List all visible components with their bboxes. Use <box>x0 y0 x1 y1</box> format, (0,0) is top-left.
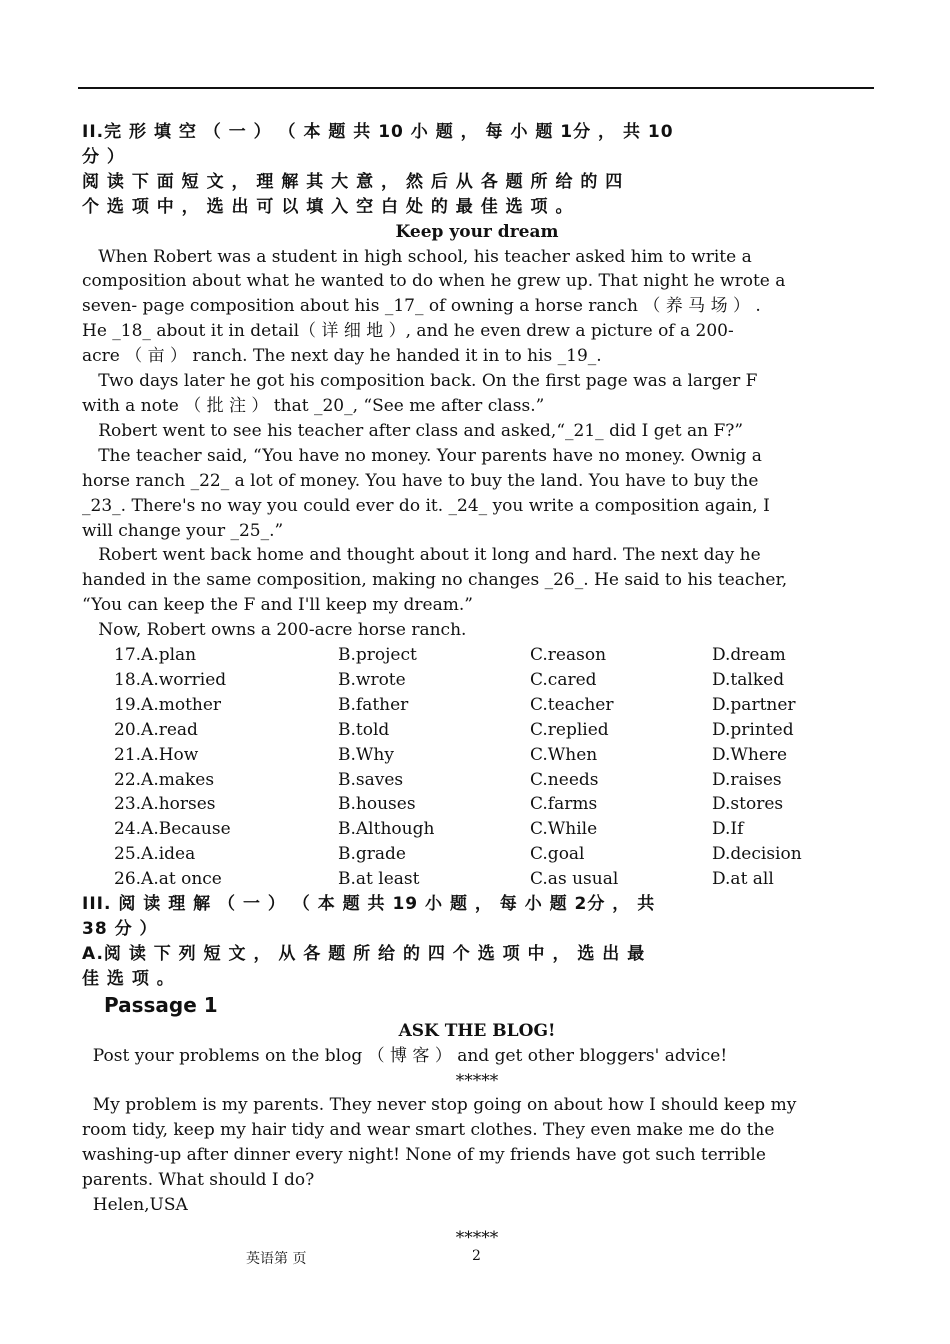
option-a: 17.A.plan <box>114 645 197 666</box>
section2-instruction-cont: 个 选 项 中 ， 选 出 可 以 填 入 空 白 处 的 最 佳 选 项 。 <box>82 196 574 217</box>
passage-line: horse ranch _22_ a lot of money. You have to buy the land. You have to buy the <box>82 470 759 491</box>
option-d: D.Where <box>712 744 788 765</box>
letter-line: My problem is my parents. They never stop going on about how I should keep my <box>82 1095 797 1116</box>
option-c: C.replied <box>530 719 609 740</box>
options-table <box>82 643 872 892</box>
passage-line: will change your _25_.” <box>82 520 284 541</box>
option-d: D.dream <box>712 645 786 666</box>
section2-heading-cont: 分 ） <box>82 146 125 167</box>
passage-line: seven- page composition about his _17_ of owning a horse ranch （ 养 马 场 ） . <box>82 296 761 317</box>
option-d: D.talked <box>712 669 785 690</box>
option-c: C.as usual <box>530 869 619 890</box>
passage-line: handed in the same composition, making no changes _26_. He said to his teacher, <box>82 570 788 591</box>
option-row <box>82 743 872 768</box>
separator-stars-2: ***** <box>455 1227 499 1248</box>
passage-line: He _18_ about it in detail（ 详 细 地 ）, and he even drew a picture of a 200- <box>82 321 734 342</box>
option-row <box>82 792 872 817</box>
option-b: B.grade <box>338 844 406 865</box>
option-c: C.When <box>530 744 598 765</box>
option-row <box>82 867 872 892</box>
section3-instruction: A.阅 读 下 列 短 文 ， 从 各 题 所 给 的 四 个 选 项 中 ， 选 出 最 <box>82 943 646 964</box>
option-b: B.wrote <box>338 669 406 690</box>
option-row <box>82 693 872 718</box>
option-c: C.While <box>530 819 598 840</box>
option-d: D.If <box>712 819 744 840</box>
option-d: D.raises <box>712 769 782 790</box>
letter-line: room tidy, keep my hair tidy and wear smart clothes. They even make me do the <box>82 1120 775 1141</box>
section3-heading: III. 阅 读 理 解 （ 一 ） （ 本 题 共 19 小 题 ， 每 小 题 2分 ， 共 <box>82 894 656 915</box>
passage-line: Robert went back home and thought about it long and hard. The next day he <box>82 545 761 566</box>
option-a: 18.A.worried <box>114 669 227 690</box>
option-a: 22.A.makes <box>114 769 215 790</box>
letter-signature: Helen,USA <box>82 1195 188 1216</box>
option-d: D.decision <box>712 844 802 865</box>
option-b: B.houses <box>338 794 416 815</box>
option-c: C.needs <box>530 769 599 790</box>
passage-line: Now, Robert owns a 200-acre horse ranch. <box>82 620 467 641</box>
passage-line: Robert went to see his teacher after class and asked,“_21_ did I get an F?” <box>82 420 744 441</box>
section3-instruction-cont: 佳 选 项 。 <box>82 968 175 989</box>
section3-heading-cont: 38 分 ） <box>82 919 158 939</box>
option-d: D.at all <box>712 869 774 890</box>
option-row <box>82 643 872 668</box>
option-row <box>82 768 872 793</box>
option-b: B.saves <box>338 769 404 790</box>
passage-line: composition about what he wanted to do when he grew up. That night he wrote a <box>82 271 786 292</box>
option-c: C.teacher <box>530 694 614 715</box>
option-c: C.cared <box>530 669 597 690</box>
option-b: B.Why <box>338 744 394 765</box>
option-a: 23.A.horses <box>114 794 216 815</box>
blog-subtitle: Post your problems on the blog （ 博 客 ） and get other bloggers' advice! <box>82 1045 728 1066</box>
passage-line: Two days later he got his composition back. On the first page was a larger F <box>82 371 758 392</box>
option-a: 26.A.at once <box>114 869 222 890</box>
page-number: 2 <box>472 1248 481 1264</box>
option-row <box>82 668 872 693</box>
page-footer <box>246 1248 481 1268</box>
passage-line: The teacher said, “You have no money. Your parents have no money. Ownig a <box>82 445 762 466</box>
passage-line: with a note （ 批 注 ） that _20_, “See me after class.” <box>82 395 545 416</box>
option-c: C.goal <box>530 844 585 865</box>
option-b: B.at least <box>338 869 420 890</box>
option-row <box>82 817 872 842</box>
option-d: D.stores <box>712 794 784 815</box>
header-rule <box>78 87 874 89</box>
option-row <box>82 718 872 743</box>
passage-line: When Robert was a student in high school, his teacher asked him to write a <box>82 246 752 267</box>
passage-line: acre （ 亩 ） ranch. The next day he handed it in to his _19_. <box>82 346 602 367</box>
option-b: B.project <box>338 645 417 666</box>
cloze-passage <box>82 245 872 644</box>
letter-line: parents. What should I do? <box>82 1170 315 1191</box>
exam-page <box>82 120 872 1251</box>
letter-line: washing-up after dinner every night! None of my friends have got such terrible <box>82 1145 766 1166</box>
separator-stars: ***** <box>455 1070 499 1091</box>
option-a: 19.A.mother <box>114 694 222 715</box>
section2-instruction: 阅 读 下 面 短 文 ， 理 解 其 大 意 ， 然 后 从 各 题 所 给 的 四 <box>82 171 624 192</box>
footer-label: 英语第 页 <box>246 1251 307 1267</box>
option-d: D.printed <box>712 719 794 740</box>
option-c: C.reason <box>530 645 607 666</box>
blog-title: ASK THE BLOG! <box>398 1020 556 1041</box>
option-c: C.farms <box>530 794 598 815</box>
option-a: 20.A.read <box>114 719 198 740</box>
passage-title: Keep your dream <box>395 221 559 242</box>
option-b: B.told <box>338 719 390 740</box>
passage-line: “You can keep the F and I'll keep my dream.” <box>82 595 473 616</box>
section2-heading: II.完 形 填 空 （ 一 ） （ 本 题 共 10 小 题 ， 每 小 题 1分 ， 共 10 <box>82 122 674 142</box>
option-d: D.partner <box>712 694 796 715</box>
option-a: 24.A.Because <box>114 819 231 840</box>
option-a: 21.A.How <box>114 744 199 765</box>
passage-label: Passage 1 <box>104 992 218 1017</box>
option-b: B.father <box>338 694 409 715</box>
option-a: 25.A.idea <box>114 844 196 865</box>
passage-line: _23_. There's no way you could ever do it. _24_ you write a composition again, I <box>82 495 770 516</box>
option-row <box>82 842 872 867</box>
option-b: B.Although <box>338 819 435 840</box>
